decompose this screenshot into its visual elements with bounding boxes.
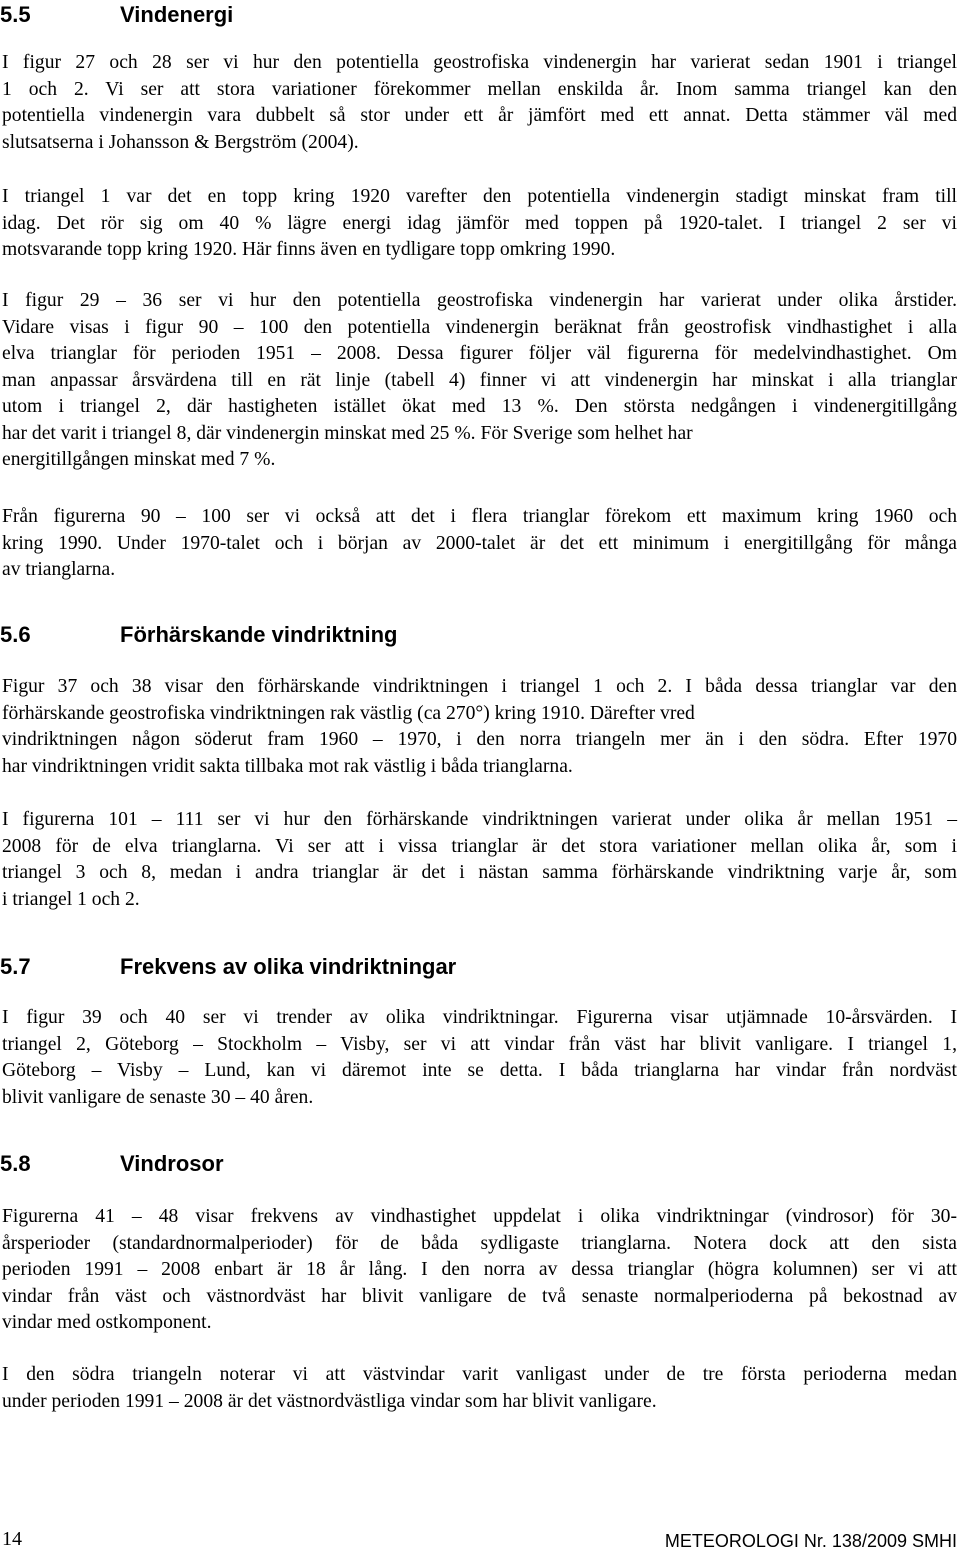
section-heading-vindenergi bbox=[0, 1, 233, 29]
text-line: 1 och 2. Vi ser att stora variationer förekommer mellan enskilda år. Inom samma triangel kan den bbox=[2, 78, 957, 100]
section-number: 5.5 bbox=[0, 2, 31, 27]
section-title: Förhärskande vindriktning bbox=[120, 622, 398, 647]
text-line: förhärskande geostrofiska vindriktningen rak västlig (ca 270°) kring 1910. Därefter vred bbox=[2, 702, 695, 724]
section-number: 5.6 bbox=[0, 622, 31, 647]
text-line: vindar från väst och västnordväst har blivit vanligare de två senaste normalperioderna på bekostnad av bbox=[2, 1285, 957, 1307]
section-heading-forharskande-vindriktning bbox=[0, 621, 398, 649]
text-line: kring 1990. Under 1970-talet och i början av 2000-talet är det ett minimum i energitillgång för många bbox=[2, 532, 957, 554]
paragraph bbox=[2, 807, 957, 913]
text-line: perioden 1991 – 2008 enbart är 18 år lång. I den norra av dessa trianglar (högra kolumnen) ser vi att bbox=[2, 1259, 957, 1280]
text-line: I den södra triangeln noterar vi att västvindar varit vanligast under de tre första perioderna medan bbox=[2, 1364, 957, 1385]
publication-footer: METEOROLOGI Nr. 138/2009 SMHI bbox=[664, 1531, 957, 1551]
section-number: 5.7 bbox=[0, 954, 31, 979]
paragraph bbox=[2, 1005, 957, 1111]
section-title: Vindrosor bbox=[120, 1151, 224, 1176]
text-line: vindriktningen någon söderut fram 1960 – 1970, i den norra triangeln mer än i den södra. Efter 1970 bbox=[2, 729, 957, 750]
paragraph bbox=[2, 288, 957, 474]
text-line: I figurerna 101 – 111 ser vi hur den förhärskande vindriktningen varierat under olika år mellan 1951 – bbox=[2, 809, 957, 830]
text-line: I triangel 1 var det en topp kring 1920 varefter den potentiella vindenergin stadigt minskat fram till bbox=[2, 186, 957, 207]
text-line: idag. Det rör sig om 40 % lägre energi idag jämför med toppen på 1920-talet. I triangel 2 ser vi bbox=[2, 212, 957, 234]
text-line: I figur 39 och 40 ser vi trender av olika vindriktningar. Figurerna visar utjämnade 10-årsvärden. I bbox=[2, 1007, 957, 1028]
text-line: årsperioder (standardnormalperioder) för de båda sydligaste trianglarna. Notera dock att den sista bbox=[2, 1232, 957, 1254]
paragraph bbox=[2, 504, 957, 584]
text-line: Vidare visas i figur 90 – 100 den potentiella vindenergin beräknat från geostrofisk vindhastighet i alla bbox=[2, 316, 957, 338]
text-line: elva trianglar för perioden 1951 – 2008. Dessa figurer följer väl figurerna för medelvindhastighet. Om bbox=[2, 343, 957, 364]
section-title: Frekvens av olika vindriktningar bbox=[120, 954, 457, 979]
text-line: har vindriktningen vridit sakta tillbaka mot rak västlig i båda trianglarna. bbox=[2, 755, 573, 777]
text-line: blivit vanligare de senaste 30 – 40 åren. bbox=[2, 1086, 314, 1108]
text-line: vindar med ostkomponent. bbox=[2, 1312, 212, 1333]
text-line: av trianglarna. bbox=[2, 559, 116, 580]
text-line: energitillgången minskat med 7 %. bbox=[2, 449, 276, 470]
text-line: I figur 27 och 28 ser vi hur den potentiella geostrofiska vindenergin har varierat sedan 1901 i triangel bbox=[2, 52, 957, 73]
text-line: triangel 3 och 8, medan i andra trianglar är det i nästan samma förhärskande vindriktning varje år, som bbox=[2, 862, 957, 883]
text-line: Figur 37 och 38 visar den förhärskande vindriktningen i triangel 1 och 2. I båda dessa trianglar var den bbox=[2, 676, 957, 697]
text-line: i triangel 1 och 2. bbox=[2, 888, 140, 910]
text-line: man anpassar årsvärdena till en rät linje (tabell 4) finner vi att vindenergin har minskat i alla trianglar bbox=[2, 369, 957, 391]
paragraph bbox=[2, 1362, 957, 1415]
text-line: triangel 2, Göteborg – Stockholm – Visby, ser vi att vindar från väst har blivit vanligare. I triangel 1, bbox=[2, 1033, 957, 1055]
page-number: 14 bbox=[2, 1528, 22, 1550]
section-title: Vindenergi bbox=[120, 2, 234, 27]
section-heading-vindrosor bbox=[0, 1150, 224, 1178]
section-number: 5.8 bbox=[0, 1151, 31, 1176]
text-line: potentiella vindenergin vara dubbelt så stor under ett år jämfört med ett annat. Detta stämmer väl med bbox=[2, 105, 957, 126]
text-line: under perioden 1991 – 2008 är det västnordvästliga vindar som har blivit vanligare. bbox=[2, 1390, 657, 1412]
text-line: slutsatserna i Johansson & Bergström (2004). bbox=[2, 131, 359, 153]
text-line: Figurerna 41 – 48 visar frekvens av vindhastighet uppdelat i olika vindriktningar (vindrosor) för 30- bbox=[2, 1206, 957, 1227]
paragraph bbox=[2, 50, 957, 156]
section-heading-frekvens bbox=[0, 953, 456, 981]
text-line: Göteborg – Visby – Lund, kan vi däremot inte se detta. I båda trianglarna har vindar från nordväst bbox=[2, 1060, 957, 1081]
text-line: Från figurerna 90 – 100 ser vi också att det i flera trianglar förekom ett maximum kring 1960 och bbox=[2, 506, 957, 527]
paragraph bbox=[2, 674, 957, 780]
text-line: 2008 för de elva trianglarna. Vi ser att i vissa trianglar är det stora variationer mellan olika år, som i bbox=[2, 835, 957, 857]
text-line: utom i triangel 2, där hastigheten istället ökat med 13 %. Den största nedgången i vindenergitillgång bbox=[2, 396, 957, 417]
text-line: har det varit i triangel 8, där vindenergin minskat med 25 %. För Sverige som helhet har bbox=[2, 422, 693, 444]
paragraph bbox=[2, 184, 957, 264]
text-line: I figur 29 – 36 ser vi hur den potentiella geostrofiska vindenergin har varierat under olika årstider. bbox=[2, 290, 957, 311]
text-line: motsvarande topp kring 1920. Här finns även en tydligare topp omkring 1990. bbox=[2, 239, 616, 260]
paragraph bbox=[2, 1204, 957, 1337]
